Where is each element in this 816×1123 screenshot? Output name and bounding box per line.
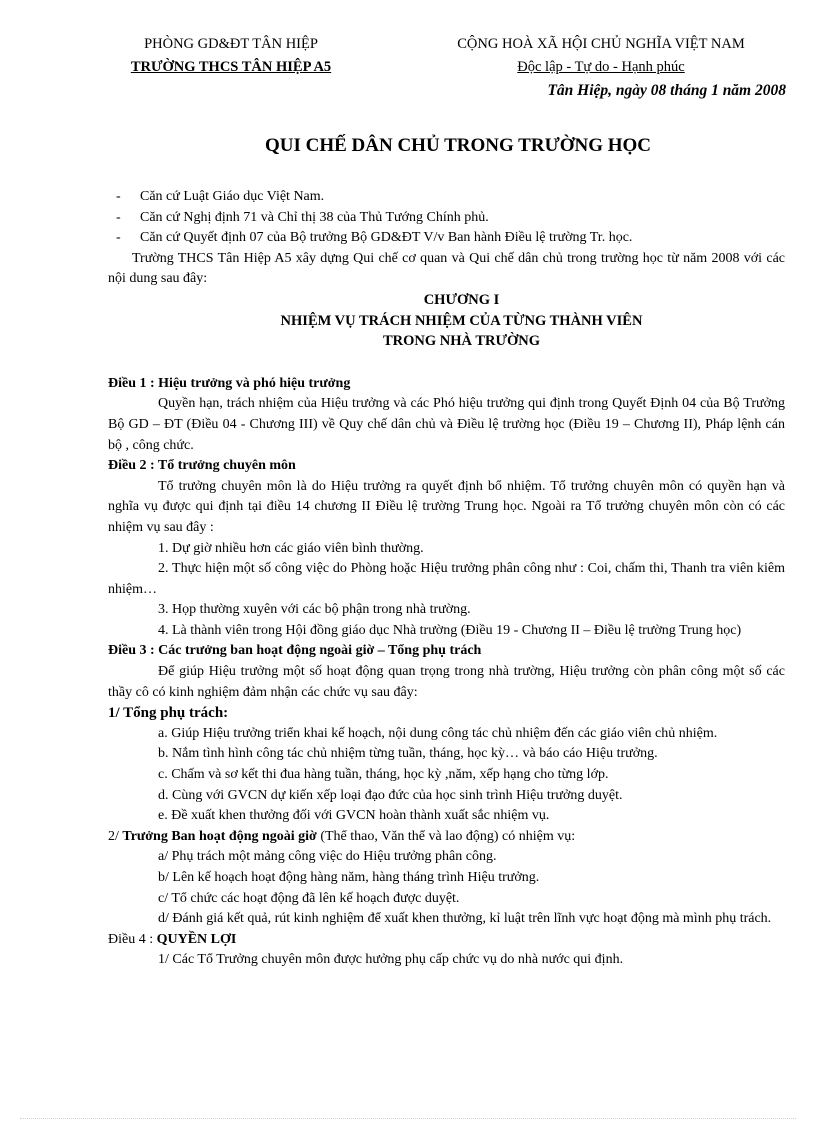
section-2-number: 2/ <box>108 828 119 844</box>
document-title: QUI CHẾ DÂN CHỦ TRONG TRƯỜNG HỌC <box>264 135 651 156</box>
article-4-heading <box>108 930 785 951</box>
page-bottom-rule <box>20 1118 796 1119</box>
section-1-item: a. Giúp Hiệu trưởng triển khai kế hoạch, nội dung công tác chủ nhiệm đến các giáo viên chủ nhiệm. <box>158 725 718 741</box>
article-2-item: 4. Là thành viên trong Hội đồng giáo dục Nhà trường (Điều 19 - Chương II – Điều lệ trường Trung học) <box>158 622 742 638</box>
intro-paragraph: Trường THCS Tân Hiệp A5 xây dựng Qui chế cơ quan và Qui chế dân chủ trong trường học từ năm 2008 với các nội dung sau đây: <box>108 250 785 287</box>
issuer-block <box>106 33 356 79</box>
article-4-title: QUYỀN LỢI <box>156 931 237 947</box>
section-2-item: a/ Phụ trách một mảng công việc do Hiệu trưởng phân công. <box>158 849 497 865</box>
basis-item: - Căn cứ Nghị định 71 và Chỉ thị 38 của Thủ Tướng Chính phủ. <box>116 209 489 225</box>
section-2-item: b/ Lên kế hoạch hoạt động hàng năm, hàng tháng trình Hiệu trưởng. <box>158 870 540 885</box>
section-2-item: d/ Đánh giá kết quả, rút kinh nghiệm để xuất khen thưởng, kỉ luật trên lĩnh vực hoạt động mà mình phụ trách. <box>158 911 772 927</box>
article-4-item: 1/ Các Tổ Trưởng chuyên môn được hưởng phụ cấp chức vụ do nhà nước qui định. <box>158 952 624 968</box>
article-2-heading: Điều 2 : Tổ trưởng chuyên môn <box>108 458 296 474</box>
section-1-item: e. Đề xuất khen thưởng đối với GVCN hoàn thành xuất sắc nhiệm vụ. <box>158 808 550 824</box>
article-3-heading: Điều 3 : Các trưởng ban hoạt động ngoài giờ – Tổng phụ trách <box>108 643 482 659</box>
document-body <box>108 187 785 971</box>
national-motto-block <box>418 33 784 79</box>
section-2-note: (Thể thao, Văn thể và lao động) có nhiệm vụ: <box>320 828 576 844</box>
section-1-item: d. Cùng với GVCN dự kiến xếp loại đạo đức của học sinh trình Hiệu trưởng duyệt. <box>158 787 623 803</box>
country-name: CỘNG HOÀ XÃ HỘI CHỦ NGHĨA VIỆT NAM <box>457 36 745 52</box>
school-name: TRƯỜNG THCS TÂN HIỆP A5 <box>130 59 332 75</box>
basis-item: - Căn cứ Luật Giáo dục Việt Nam. <box>116 189 325 204</box>
section-2-title: Trưởng Ban hoạt động ngoài giờ <box>122 828 317 844</box>
document-date: Tân Hiệp, ngày 08 tháng 1 năm 2008 <box>547 82 786 99</box>
article-2-text: Tổ trưởng chuyên môn là do Hiệu trưởng ra quyết định bổ nhiệm. Tổ trưởng chuyên môn có quyền hạn và nghĩa vụ được qui định tại điều 14 chương II Điều lệ trường Trung học. Ngoài ra Tổ trưởng chuyên môn còn có các nhiệm vụ sau đây : <box>108 478 785 535</box>
article-1-heading: Điều 1 : Hiệu trưởng và phó hiệu trưởng <box>108 375 351 391</box>
section-1-item: c. Chấm và sơ kết thi đua hàng tuần, tháng, học kỳ ,năm, xếp hạng cho từng lớp. <box>158 767 609 783</box>
department-name: PHÒNG GD&ĐT TÂN HIỆP <box>144 36 318 52</box>
motto: Độc lập - Tự do - Hạnh phúc <box>517 59 685 75</box>
section-2-item: c/ Tổ chức các hoạt động đã lên kế hoạch được duyệt. <box>158 890 460 906</box>
chapter-title-line2: TRONG NHÀ TRƯỜNG <box>382 333 541 350</box>
chapter-title-line1: NHIỆM VỤ TRÁCH NHIỆM CỦA TỪNG THÀNH VIÊN <box>280 312 643 329</box>
article-2-item: 2. Thực hiện một số công việc do Phòng hoặc Hiệu trưởng phân công như : Coi, chấm thi, Thanh tra viên kiêm nhiệm… <box>108 561 785 597</box>
article-2-item: 3. Họp thường xuyên với các bộ phận trong nhà trường. <box>158 602 471 618</box>
basis-item: - Căn cứ Quyết định 07 của Bộ trưởng Bộ GD&ĐT V/v Ban hành Điều lệ trường Tr. học. <box>116 230 633 246</box>
section-1-item: b. Nắm tình hình công tác chủ nhiệm từng tuần, tháng, học kỳ… và báo cáo Hiệu trưởng. <box>158 746 658 762</box>
article-1-text: Quyền hạn, trách nhiệm của Hiệu trưởng và các Phó hiệu trưởng qui định trong Quyết Định 04 của Bộ Trưởng Bộ GD – ĐT (Điều 04 - Chương III) về Quy chế dân chủ và Điều lệ trường học (Điều 19 – Chương II), Pháp lệnh cán bộ , công chức. <box>108 396 785 453</box>
section-1-heading: 1/ Tổng phụ trách: <box>108 705 229 722</box>
article-4-prefix: Điều 4 : <box>108 931 154 947</box>
section-2-heading <box>108 827 785 848</box>
article-3-text: Để giúp Hiệu trưởng một số hoạt động quan trọng trong nhà trường, Hiệu trưởng còn phân công một số các thầy cô có kinh nghiệm đảm nhận các chức vụ sau đây: <box>108 664 785 700</box>
article-2-item: 1. Dự giờ nhiều hơn các giáo viên bình thường. <box>158 540 424 556</box>
chapter-number: CHƯƠNG I <box>423 291 500 308</box>
